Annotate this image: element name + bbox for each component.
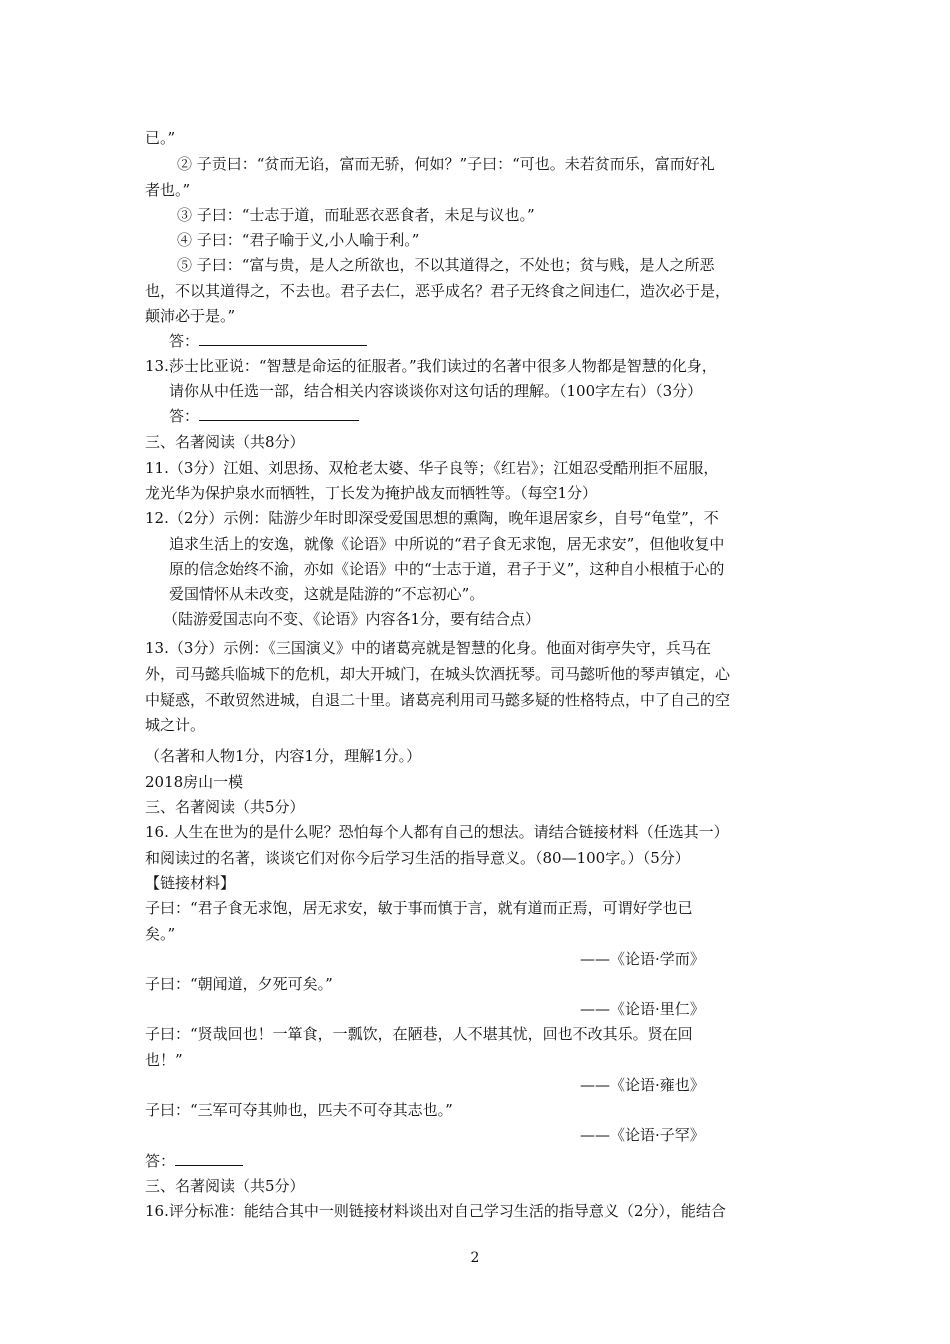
text-line: （名著和人物1分，内容1分，理解1分。） bbox=[145, 747, 422, 765]
answer-label: 答： bbox=[169, 332, 200, 350]
page-number: 2 bbox=[470, 1250, 480, 1266]
text-line: 请你从中任选一部，结合相关内容谈谈你对这句话的理解。（100字左右）（3分） bbox=[169, 382, 703, 400]
text-line: 12.（2分）示例：陆游少年时即深受爱国思想的熏陶，晚年退居家乡，自号“龟堂”，不 bbox=[145, 509, 719, 527]
text-line: 者也。” bbox=[145, 181, 191, 199]
answer-label: 答： bbox=[169, 407, 200, 425]
text-line: 城之计。 bbox=[145, 716, 206, 734]
text-line: 子曰：“朝闻道，夕死可矣。” bbox=[145, 975, 333, 993]
text-line: 16. 人生在世为的是什么呢？恐怕每个人都有自己的想法。请结合链接材料（任选其一） bbox=[145, 823, 729, 841]
text-line: 追求生活上的安逸，就像《论语》中所说的“君子食无求饱，居无求安”，但他收复中 bbox=[169, 535, 725, 553]
text-line: 三、名著阅读（共5分） bbox=[145, 1177, 305, 1195]
answer-line bbox=[169, 331, 367, 351]
text-line: 2018房山一模 bbox=[145, 773, 244, 791]
text-line: 颠沛必于是。” bbox=[145, 307, 236, 325]
text-line: 矣。” bbox=[145, 925, 176, 943]
text-line: 三、名著阅读（共5分） bbox=[145, 798, 305, 816]
text-line: 三、名著阅读（共8分） bbox=[145, 433, 305, 451]
text-line: ——《论语·学而》 bbox=[580, 950, 705, 968]
answer-blank[interactable] bbox=[175, 1151, 243, 1166]
text-line: 已。” bbox=[145, 129, 176, 147]
text-line: ④ 子曰：“君子喻于义,小人喻于利。” bbox=[177, 231, 420, 249]
text-line: 13.莎士比亚说：“智慧是命运的征服者。”我们读过的名著中很多人物都是智慧的化身， bbox=[145, 357, 717, 375]
answer-line bbox=[145, 1151, 243, 1171]
text-line: 【链接材料】 bbox=[145, 874, 236, 892]
text-line: ③ 子曰：“士志于道，而耻恶衣恶食者，未足与议也。” bbox=[177, 206, 535, 224]
text-line: 也，不以其道得之，不去也。君子去仁，恶乎成名？君子无终食之间违仁，造次必于是， bbox=[145, 282, 731, 300]
text-line: 中疑惑，不敢贸然进城，自退二十里。诸葛亮利用司马懿多疑的性格特点，中了自己的空 bbox=[145, 691, 731, 709]
text-line: ——《论语·雍也》 bbox=[580, 1076, 705, 1094]
text-line: 16.评分标准：能结合其中一则链接材料谈出对自己学习生活的指导意义（2分），能结合 bbox=[145, 1202, 726, 1220]
text-line: 子曰：“君子食无求饱，居无求安，敏于事而慎于言，就有道而正焉，可谓好学也已 bbox=[145, 899, 693, 917]
answer-label: 答： bbox=[145, 1152, 176, 1170]
text-line: （陆游爱国志向不变、《论语》内容各1分，要有结合点） bbox=[163, 610, 541, 628]
text-line: ② 子贡曰：“贫而无谄，富而无骄，何如？”子曰：“可也。未若贫而乐，富而好礼 bbox=[177, 155, 715, 173]
text-line: 13.（3分）示例：《三国演义》中的诸葛亮就是智慧的化身。他面对街亭失守，兵马在 bbox=[145, 639, 711, 657]
answer-blank[interactable] bbox=[199, 331, 367, 346]
text-line: 龙光华为保护泉水而牺牲，丁长发为掩护战友而牺牲等。（每空1分） bbox=[145, 484, 598, 502]
text-line: 子曰：“贤哉回也！一箪食，一瓢饮，在陋巷，人不堪其忧，回也不改其乐。贤在回 bbox=[145, 1025, 693, 1043]
text-line: 11.（3分）江姐、刘思扬、双枪老太婆、华子良等；《红岩》；江姐忍受酷刑拒不屈服， bbox=[145, 459, 719, 477]
text-line: ——《论语·里仁》 bbox=[580, 1000, 705, 1018]
text-line: 爱国情怀从未改变，这就是陆游的“不忘初心”。 bbox=[169, 585, 485, 603]
text-line: 也！” bbox=[145, 1051, 183, 1069]
text-line: 子曰：“三军可夺其帅也，匹夫不可夺其志也。” bbox=[145, 1101, 453, 1119]
text-line: 外，司马懿兵临城下的危机，却大开城门，在城头饮酒抚琴。司马懿听他的琴声镇定，心 bbox=[145, 665, 731, 683]
answer-line bbox=[169, 406, 359, 426]
text-line: ⑤ 子曰：“富与贵，是人之所欲也，不以其道得之，不处也；贫与贱，是人之所恶 bbox=[177, 256, 715, 274]
text-line: 原的信念始终不渝，亦如《论语》中的“士志于道，君子于义”，这种自小根植于心的 bbox=[169, 560, 725, 578]
text-line: 和阅读过的名著，谈谈它们对你今后学习生活的指导意义。（80—100字。）（5分） bbox=[145, 849, 690, 867]
text-line: ——《论语·子罕》 bbox=[580, 1126, 705, 1144]
answer-blank[interactable] bbox=[199, 406, 359, 421]
